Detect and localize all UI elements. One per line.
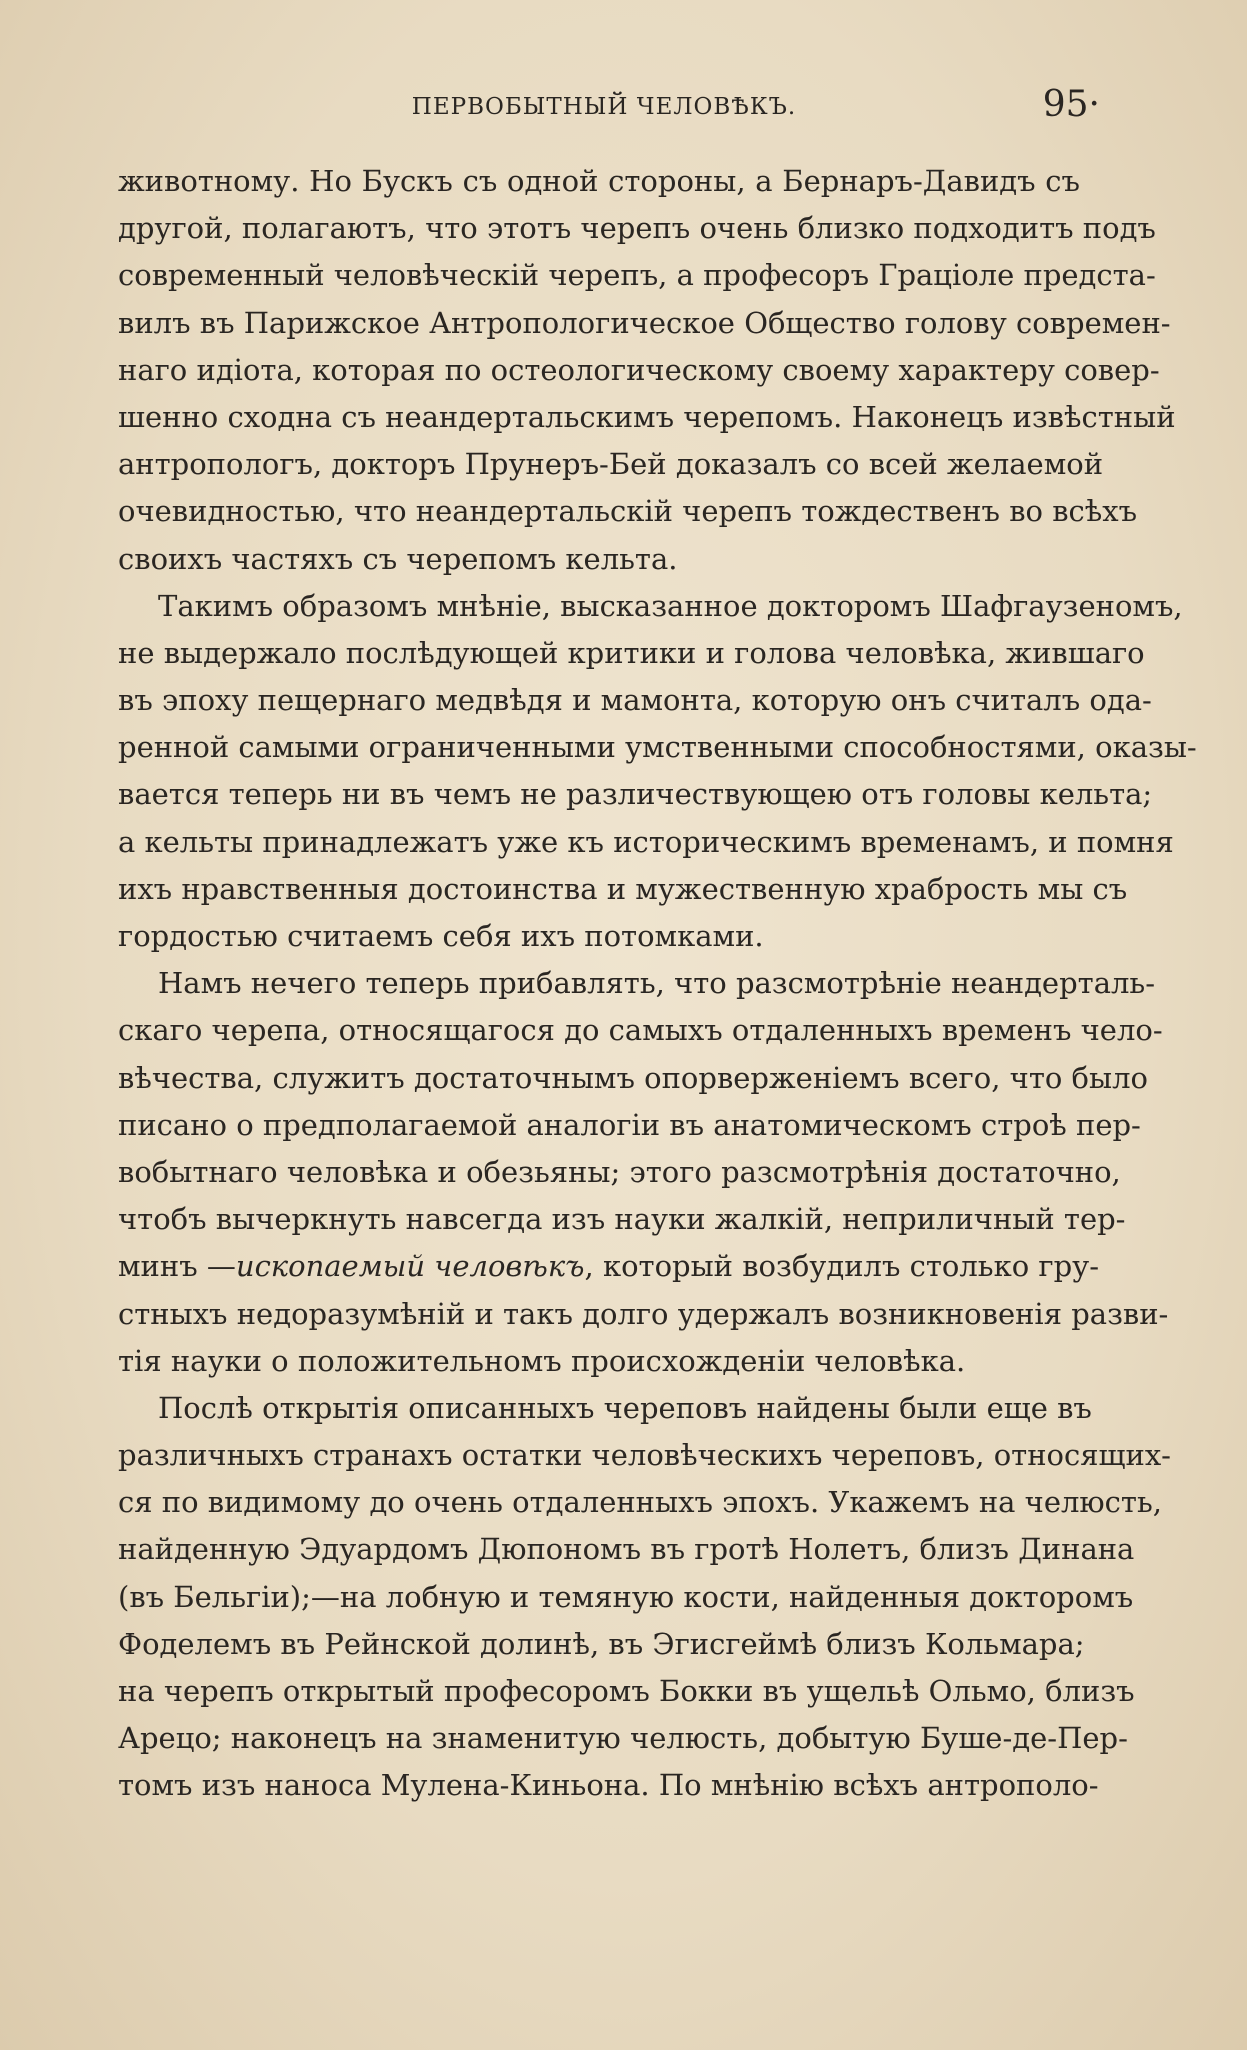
text-line: современный человѣческій черепъ, а професоръ Граціоле предста- bbox=[118, 258, 1156, 293]
text-line: Послѣ открытія описанныхъ череповъ найдены были еще въ bbox=[158, 1390, 1092, 1425]
text-line: различныхъ странахъ остатки человѣческихъ череповъ, относящих- bbox=[118, 1438, 1171, 1473]
text-line: шенно сходна съ неандертальскимъ черепомъ. Наконецъ извѣстный bbox=[118, 399, 1176, 434]
text-line: а кельты принадлежатъ уже къ историческимъ временамъ, и помня bbox=[118, 824, 1174, 859]
text-line: писано о предполагаемой аналогіи въ анатомическомъ строѣ пер- bbox=[118, 1107, 1141, 1142]
paragraph bbox=[118, 158, 1176, 583]
text-line: вобытнаго человѣка и обезьяны; этого разсмотрѣнія достаточно, bbox=[118, 1154, 1121, 1189]
text-line: очевидностью, что неандертальскій черепъ тождественъ во всѣхъ bbox=[118, 494, 1138, 529]
text-line: Такимъ образомъ мнѣніе, высказанное докторомъ Шафгаузеномъ, bbox=[158, 588, 1183, 623]
paragraph bbox=[118, 960, 1169, 1385]
text-line: стныхъ недоразумѣній и такъ долго удержалъ возникновенія разви- bbox=[118, 1296, 1169, 1331]
text-line: ренной самыми ограниченными умственными способностями, оказы- bbox=[118, 730, 1197, 765]
text-line: антропологъ, докторъ Прунеръ-Бей доказалъ со всей желаемой bbox=[118, 447, 1104, 482]
text-line: ихъ нравственныя достоинства и мужественную храбрость мы съ bbox=[118, 871, 1128, 906]
italic-term: ископаемый человѣкъ bbox=[235, 1249, 585, 1284]
running-title: ПЕРВОБЫТНЫЙ ЧЕЛОВѢКЪ. bbox=[411, 94, 797, 120]
text-line: ся по видимому до очень отдаленныхъ эпохъ. Укажемъ на челюсть, bbox=[118, 1485, 1162, 1520]
text-line: наго идіота, которая по остеологическому своему характеру совер- bbox=[118, 352, 1160, 387]
text-line: томъ изъ наноса Мулена-Киньона. По мнѣнію всѣхъ антрополо- bbox=[118, 1768, 1099, 1803]
text-line: Арецо; наконецъ на знаменитую челюсть, добытую Буше-де-Пер- bbox=[118, 1721, 1128, 1756]
text-line: своихъ частяхъ съ черепомъ кельта. bbox=[118, 541, 678, 576]
text-line: чтобъ вычеркнуть навсегда изъ науки жалкій, неприличный тер- bbox=[118, 1202, 1126, 1237]
text-line: другой, полагаютъ, что этотъ черепъ очень близко подходитъ подъ bbox=[118, 211, 1156, 246]
text-line: вѣчества, служитъ достаточнымъ опорверженіемъ всего, что было bbox=[118, 1060, 1148, 1095]
page-header bbox=[118, 84, 1100, 128]
text-fragment: минъ — bbox=[118, 1249, 236, 1284]
text-line: вается теперь ни въ чемъ не различествующею отъ головы кельта; bbox=[118, 777, 1153, 812]
text-fragment: , который возбудилъ столько гру- bbox=[584, 1249, 1100, 1284]
text-line: (въ Бельгіи);—на лобную и темяную кости, найденныя докторомъ bbox=[118, 1579, 1134, 1614]
text-line: вилъ въ Парижское Антропологическое Общество голову современ- bbox=[118, 305, 1171, 340]
text-line: въ эпоху пещернаго медвѣдя и мамонта, которую онъ считалъ ода- bbox=[118, 683, 1152, 718]
page-number: 95· bbox=[1042, 84, 1100, 125]
text-line: не выдержало послѣдующей критики и голова человѣка, жившаго bbox=[118, 635, 1145, 670]
text-line: скаго черепа, относящагося до самыхъ отдаленныхъ временъ чело- bbox=[118, 1013, 1163, 1048]
body-text bbox=[118, 158, 1197, 1810]
text-line: гордостью считаемъ себя ихъ потомками. bbox=[118, 919, 764, 953]
text-line: тія науки о положительномъ происхожденіи человѣка. bbox=[118, 1343, 966, 1378]
text-line: Фоделемъ въ Рейнской долинѣ, въ Эгисгеймѣ близъ Кольмара; bbox=[118, 1626, 1085, 1661]
text-line: животному. Но Бускъ съ одной стороны, а Бернаръ-Давидъ съ bbox=[118, 164, 1080, 198]
text-line-with-italic bbox=[118, 1243, 1100, 1290]
paragraph bbox=[118, 1385, 1171, 1810]
text-line: найденную Эдуардомъ Дюпономъ въ гротѣ Нолетъ, близъ Динана bbox=[118, 1532, 1135, 1567]
paragraph bbox=[118, 583, 1197, 961]
text-line: Намъ нечего теперь прибавлять, что разсмотрѣніе неандерталь- bbox=[158, 966, 1155, 1001]
text-line: на черепъ открытый професоромъ Бокки въ ущельѣ Ольмо, близъ bbox=[118, 1674, 1135, 1708]
